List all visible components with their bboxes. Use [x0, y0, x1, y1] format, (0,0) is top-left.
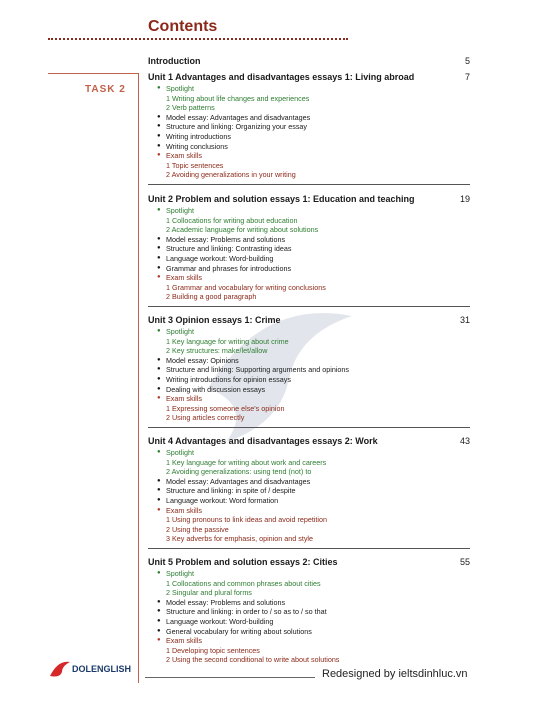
unit-3	[148, 315, 470, 428]
unit-2	[148, 194, 470, 307]
list-item: ● Model essay: Problems and solutions	[148, 598, 470, 608]
list-item: 2 Using articles correctly	[166, 413, 245, 423]
list-item: 1 Collocations and common phrases about cities	[166, 578, 321, 588]
list-item: ● Structure and linking: Organizing your essay	[148, 122, 470, 132]
list-item: 1 Using pronouns to link ideas and avoid repetition	[166, 515, 328, 525]
unit-4	[148, 436, 470, 549]
unit-heading[interactable]	[148, 315, 470, 325]
list-item: ● Writing introductions for opinion essays	[148, 375, 470, 385]
logo-text: DOLENGLISH	[72, 664, 132, 674]
list-item: ● Model essay: Advantages and disadvantages	[148, 477, 470, 487]
list-item: ● Structure and linking: Contrasting ideas	[148, 244, 470, 254]
list-item: ● Spotlight	[148, 448, 470, 458]
task-label: TASK 2	[85, 84, 126, 95]
list-item: ● Language workout: Word formation	[148, 496, 470, 506]
list-item: 2 Using the passive	[166, 524, 229, 534]
list-item: ● Spotlight	[148, 84, 470, 94]
list-item: ● Exam skills	[148, 636, 470, 646]
list-item: 2 Verb patterns	[166, 103, 215, 113]
list-item: ● Writing conclusions	[148, 142, 470, 152]
list-item: 1 Collocations for writing about education	[166, 215, 298, 225]
list-item: 2 Key structures: make/let/allow	[166, 346, 268, 356]
unit-title: Unit 1 Advantages and disadvantages essays 1: Living abroad	[148, 72, 415, 82]
list-item: ● Structure and linking: in spite of / despite	[148, 486, 470, 496]
list-item: 1 Key language for writing about crime	[166, 336, 289, 346]
unit-5	[148, 557, 470, 665]
unit-page: 7	[464, 72, 470, 82]
list-item: ● Exam skills	[148, 151, 470, 161]
unit-items	[148, 327, 470, 423]
list-item: 3 Key adverbs for emphasis, opinion and style	[166, 534, 314, 544]
unit-divider	[148, 548, 470, 549]
list-item: 1 Expressing someone else's opinion	[166, 403, 285, 413]
unit-heading[interactable]	[148, 72, 470, 82]
list-item: 2 Avoiding generalizations in your writing	[166, 170, 296, 180]
list-item: ● Language workout: Word-building	[148, 617, 470, 627]
list-item: 2 Singular and plural forms	[166, 588, 252, 598]
unit-heading[interactable]	[148, 436, 470, 446]
list-item: ● Structure and linking: Supporting arguments and opinions	[148, 365, 470, 375]
task-rule-top	[48, 73, 138, 74]
list-item: ● Spotlight	[148, 569, 470, 579]
list-item: ● Dealing with discussion essays	[148, 385, 470, 395]
list-item: 2 Avoiding generalizations: using tend (not) to	[166, 467, 312, 477]
list-item: 1 Topic sentences	[166, 160, 224, 170]
unit-title: Unit 4 Advantages and disadvantages essays 2: Work	[148, 436, 378, 446]
unit-divider	[148, 184, 470, 185]
footer-rule	[145, 677, 315, 678]
list-item: 1 Writing about life changes and experiences	[166, 93, 310, 103]
list-item: ● Model essay: Advantages and disadvantages	[148, 113, 470, 123]
unit-1	[148, 72, 470, 185]
list-item: ● Exam skills	[148, 273, 470, 283]
list-item: 1 Developing topic sentences	[166, 645, 260, 655]
unit-page: 19	[459, 194, 470, 204]
unit-heading[interactable]	[148, 557, 470, 567]
list-item: ● Spotlight	[148, 206, 470, 216]
list-item: ● Grammar and phrases for introductions	[148, 264, 470, 274]
unit-title: Unit 3 Opinion essays 1: Crime	[148, 315, 281, 325]
list-item: ● Writing introductions	[148, 132, 470, 142]
unit-heading[interactable]	[148, 194, 470, 204]
unit-page: 43	[459, 436, 470, 446]
list-item: ● Model essay: Opinions	[148, 356, 470, 366]
list-item: 1 Key language for writing about work and careers	[166, 457, 327, 467]
unit-page: 55	[459, 557, 470, 567]
unit-divider	[148, 427, 470, 428]
unit-divider	[148, 306, 470, 307]
intro-label: Introduction	[148, 56, 201, 66]
list-item: ● Structure and linking: in order to / so as to / so that	[148, 607, 470, 617]
list-item: ● Language workout: Word-building	[148, 254, 470, 264]
list-item: ● General vocabulary for writing about solutions	[148, 627, 470, 637]
intro-page: 5	[464, 56, 470, 66]
unit-items	[148, 448, 470, 544]
list-item: ● Spotlight	[148, 327, 470, 337]
unit-items	[148, 84, 470, 180]
list-item: 2 Using the second conditional to write about solutions	[166, 655, 340, 665]
list-item: ● Exam skills	[148, 394, 470, 404]
unit-title: Unit 5 Problem and solution essays 2: Cities	[148, 557, 338, 567]
task-rule-vertical	[138, 73, 139, 683]
list-item: ● Model essay: Problems and solutions	[148, 235, 470, 245]
unit-page: 31	[459, 315, 470, 325]
unit-items	[148, 206, 470, 302]
unit-title: Unit 2 Problem and solution essays 1: Education and teaching	[148, 194, 415, 204]
intro-entry[interactable]	[148, 56, 470, 66]
unit-items	[148, 569, 470, 665]
list-item: 1 Grammar and vocabulary for writing conclusions	[166, 282, 326, 292]
list-item: 2 Academic language for writing about solutions	[166, 225, 319, 235]
page-title: Contents	[148, 18, 218, 35]
footer-credit: Redesigned by ieltsdinhluc.vn	[322, 668, 468, 680]
title-dotted-rule	[48, 38, 348, 40]
list-item: ● Exam skills	[148, 506, 470, 516]
list-item: 2 Building a good paragraph	[166, 292, 257, 302]
